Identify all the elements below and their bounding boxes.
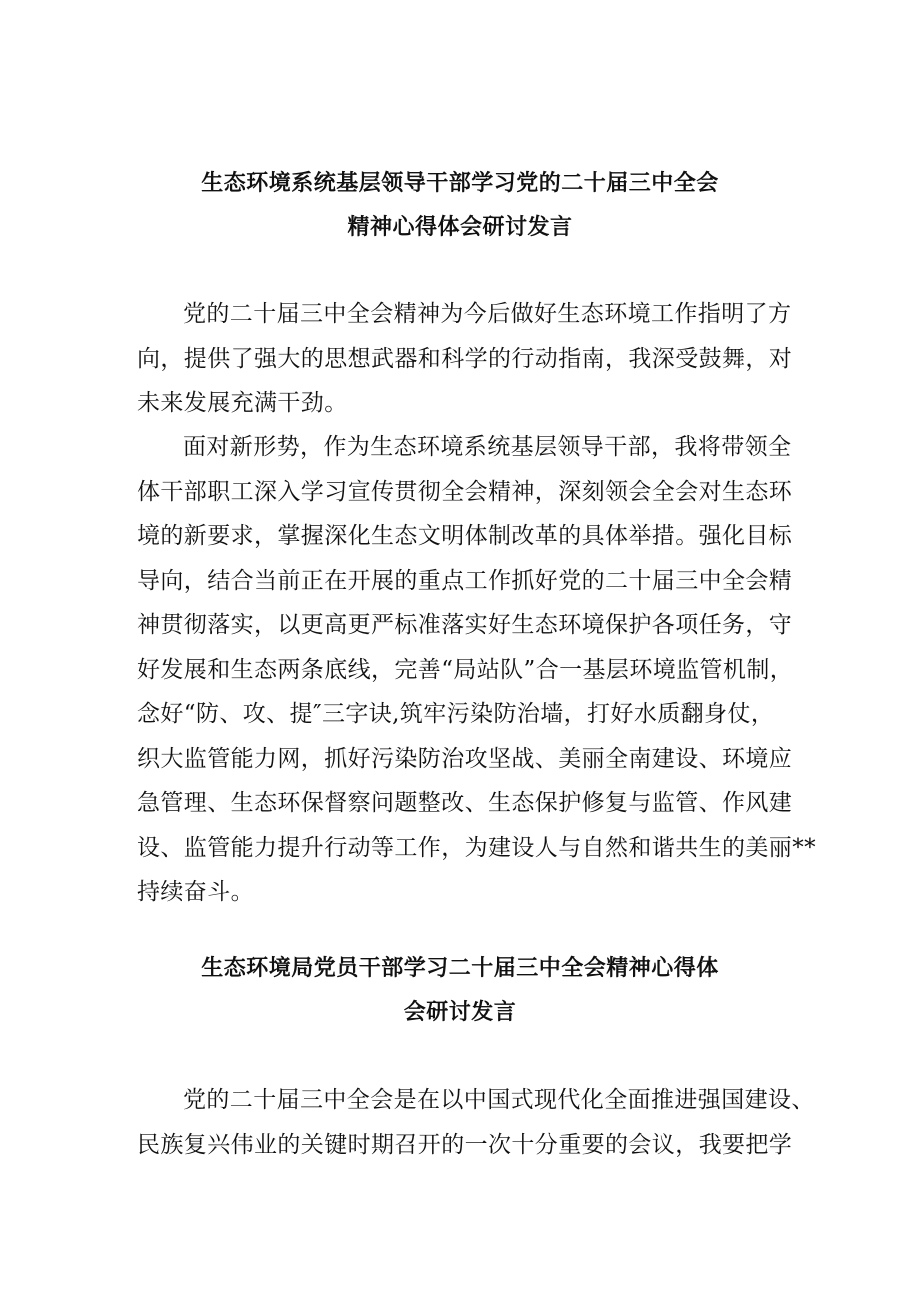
text-line: 织大监管能力网，抓好污染防治攻坚战、美丽全南建设、环境应 — [137, 745, 793, 772]
text-line: 设、监管能力提升行动等工作，为建设人与自然和谐共生的美丽** — [137, 834, 816, 861]
section-1-title-line: 精神心得体会研讨发言 — [347, 215, 573, 240]
text-line: 境的新要求，掌握深化生态文明体制改革的具体举措。强化目标 — [137, 523, 793, 549]
text-line: 好发展和生态两条底线，完善“局站队”合一基层环境监管机制， — [137, 656, 794, 683]
section-1-title-line: 生态环境系统基层领导干部学习党的二十届三中全会 — [201, 171, 719, 196]
text-line: 向，提供了强大的思想武器和科学的行动指南，我深受鼓舞，对 — [137, 345, 793, 372]
section-2-paragraph-1 — [137, 1078, 815, 1167]
text-line: 急管理、生态环保督察问题整改、生态保护修复与监管、作风建 — [137, 790, 793, 816]
section-2-title-line: 生态环境局党员干部学习二十届三中全会精神心得体 — [201, 956, 719, 981]
text-line: 体干部职工深入学习宣传贯彻全会精神，深刻领会全会对生态环 — [137, 478, 793, 505]
section-1-paragraph-2 — [137, 425, 816, 915]
section-2-title — [0, 947, 920, 1035]
section-1-paragraph-1 — [137, 292, 797, 426]
text-line: 面对新形势，作为生态环境系统基层领导干部，我将带领全 — [183, 434, 792, 460]
text-line: 民族复兴伟业的关键时期召开的一次十分重要的会议，我要把学 — [137, 1131, 793, 1158]
text-line: 党的二十届三中全会是在以中国式现代化全面推进强国建设、 — [183, 1087, 815, 1113]
text-line: 导向，结合当前正在开展的重点工作抓好党的二十届三中全会精 — [137, 567, 793, 594]
text-line: 神贯彻落实，以更高更严标准落实好生态环境保护各项任务，守 — [137, 612, 793, 638]
text-line: 未来发展充满干劲。 — [137, 390, 348, 416]
text-line: 持续奋斗。 — [137, 879, 254, 905]
text-line: 党的二十届三中全会精神为今后做好生态环境工作指明了方 — [183, 301, 792, 327]
text-line: 念好“防、攻、提″三字诀,筑牢污染防治墙，打好水质翻身仗， — [137, 701, 775, 727]
section-2-title-line: 会研讨发言 — [403, 1000, 517, 1025]
section-1-title — [0, 162, 920, 250]
